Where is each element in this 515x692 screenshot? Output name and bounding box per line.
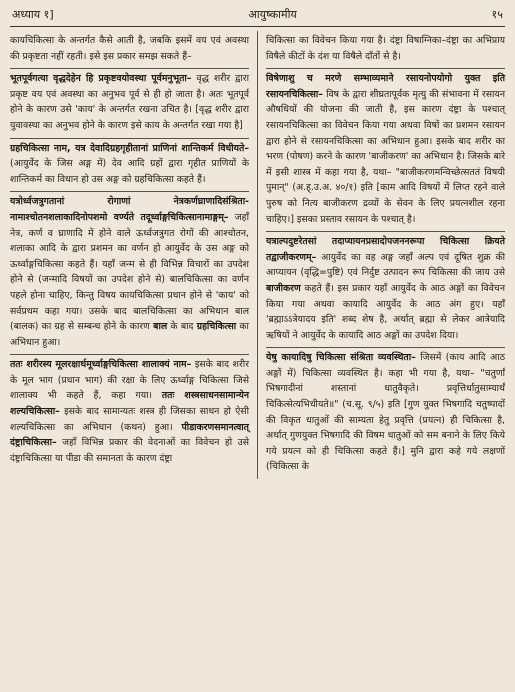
body-text: कहते हैं। इस प्रकार यहाँ आयुर्वेद के आठ अङ्गों का विवेचन किया गया अथवा कायादि आयुर्वेद के आठ अंग हुए। यहाँ 'ब्रह्माऽऽत्रेयादय इति' शब्द शेष है, अर्थात् ब्रह्मा से लेकर आत्रेयादि ऋषियों ने आयुर्वेद के कायादि आठ अङ्गों का उपदेश दिया। <box>266 282 505 341</box>
text-block <box>10 191 249 354</box>
body-text: के बाद <box>167 321 197 333</box>
paragraph <box>10 33 249 64</box>
heading-phrase: ततः शरीरस्य मूलरक्षार्थमूर्ध्वाङ्गचिकित्सा शालाक्यं नाम– <box>10 359 192 371</box>
paragraph <box>10 71 249 133</box>
right-column <box>257 31 505 479</box>
heading-phrase: भूतपूर्वगत्या वृद्धदेहेन हि प्रकृष्टवयोवस्था पूर्वमनुभूता– <box>10 73 192 85</box>
heading-phrase: ततः शस्त्रसाधनसामान्येन शल्यचिकित्सा– <box>10 390 249 418</box>
body-text: चिकित्सा का विवेचन किया गया है। दंष्ट्रा विषाग्निका–दंष्ट्रा का अभिप्राय विषैले कीटों के दंश या विषैले दाँतों से है। <box>266 35 505 62</box>
heading-phrase: यत्राल्पदुष्टरेतसां तदाप्यायनप्रसादोपजननरूपा चिकित्सा क्रियते तद्वाजीकरणम्– <box>266 236 505 263</box>
body-text: इसके बाद शरीर के मूल भाग (प्रधान भाग) की रक्षा के लिए ऊर्ध्वाङ्ग चिकित्सा जिसे शालाक्य भी कहते हैं, कहा गया। <box>10 359 249 402</box>
two-column-body <box>10 31 505 479</box>
body-text: आयुर्वेद का वह अङ्ग जहाँ अल्प एवं दूषित शुक्र की आप्यायन (वृद्धि=पुष्टि) एवं निर्दुष्ट उत्पादन रूप चिकित्सा की जाय उसे <box>266 251 505 279</box>
text-block <box>10 31 249 68</box>
header-rule <box>10 26 505 27</box>
paragraph <box>266 234 505 343</box>
running-header <box>10 6 505 22</box>
body-text: जहाँ विभिन्न प्रकार की वेदनाओं का विवेचन हो उसे दंष्ट्राचिकित्सा या पीडा की समानता के कारण दंष्ट्रा <box>10 437 249 464</box>
body-text: जिसमें (काय आदि आठ अङ्गों में) चिकित्सा व्यवस्थित है। कहा भी गया है, यथा– "चतुर्णां भिषगादीनां शस्तानां धातुवैकृते। प्रवृत्तिर्धातुसाम्यार्थं चिकित्सेत्यभिधीयते॥" (च.सू. ९/५) इति [गुण युक्त भिषगादि चतुष्पादों की विकृत धातुओं की साम्यता हेतु प्रवृत्ति (प्रयत्न) ही चिकित्सा है, अर्थात् गुणयुक्त भिषगादि की विषम धातुओं को सम बनाने के लिए किये गये प्रयत्न को ही चिकित्सा कहते हैं।] मुनि द्वारा कहे गये लक्षणों (चिकित्सा के <box>266 352 505 473</box>
body-text: वृद्ध शरीर द्वारा प्रकृष्ट वय एवं अवस्था का अनुभव पूर्व से ही हो जाता है। अतः भूतपूर्व होने के कारण उसे 'काय' के अन्तर्गत रखना उचित है। [वृद्ध शरीर द्वारा युवावस्था का अनुभव होने के कारण इसे काय के अन्तर्गत रखा गया है] <box>10 73 249 131</box>
heading-phrase: पीडाकरणसमानत्वात् दंष्ट्राचिकित्सा– <box>10 421 249 449</box>
heading-phrase: यत्रोर्ध्वजत्रुगतानां रोगाणां नेत्रकर्णघ्राणादिसंश्रिता-नामाश्चोतनशलाकादिनोपशमो वर्ण्यते तदूर्ध्वाङ्गचिकित्सानामाङ्गम्– <box>10 196 249 223</box>
text-block <box>266 231 505 347</box>
text-block <box>10 68 249 137</box>
text-block <box>266 31 505 68</box>
body-text: का अभिधान हुआ। <box>10 321 249 348</box>
heading-phrase: येषु कायादिषु चिकित्सा संश्रिता व्यवस्थिता– <box>266 352 416 364</box>
text-block <box>266 347 505 479</box>
text-block <box>10 354 249 470</box>
left-column <box>10 31 249 479</box>
heading-phrase: बाल <box>153 321 168 333</box>
paragraph <box>10 194 249 350</box>
paragraph <box>266 71 505 227</box>
heading-phrase: ग्रहचिकित्सा <box>196 321 237 333</box>
paragraph <box>266 350 505 475</box>
paragraph <box>266 33 505 64</box>
text-block <box>266 68 505 231</box>
body-text: (आयुर्वेद के जिस अङ्ग में) देव आदि ग्रहों द्वारा गृहीत प्राणियों के शान्तिकर्म का विधान हो उस अङ्ग को ग्रहचिकित्सा कहते हैं। <box>10 158 249 185</box>
heading-phrase: ग्रहचिकित्सा नाम, यत्र देवादिग्रहगृहीतानां प्राणिनां शान्तिकर्म विधीयते– <box>10 142 249 154</box>
page-number: १५ <box>491 7 503 21</box>
body-text: विष के द्वारा शीघ्रतापूर्वक मृत्यु की संभावना में रसायन औषधियों की योजना की जाती है, इस कारण दंष्ट्रा के पश्चात् रसायनचिकित्सा का विवेचन किया गया अथवा विषों का प्रशमन रसायन द्वारा होने से रसायनचिकित्सा का अभिधान हुआ। इसके बाद शरीर का भरण (पोषण) करने के कारण 'बाजीकरण' का अभिधान है। जिसके बारे में इसी शास्त्र में कहा गया है, यथा– "बाजीकरणमन्विच्छेत्सततं विषयी पुमान्" (अ.ह्.उ.अ. ४०/१) इति [काम आदि विषयों में लिप्त रहने वाले पुरुष को नित्य बाजीकरण द्रव्यों के सेवन के लिए प्रयत्नशील रहना चाहिए।] इसका प्रस्ताव रसायन के पश्चात् है। <box>266 88 505 225</box>
paragraph <box>10 141 249 188</box>
chapter-label: अध्याय १] <box>12 7 54 21</box>
body-text: जहाँ नेत्र, कर्ण व घ्राणादि में होने वाले ऊर्ध्वजत्रुगत रोगों की आश्चोतन, शलाका आदि के द्वारा प्रशमन का वर्णन हो आयुर्वेद के उस अङ्ग को ऊर्ध्वाङ्गचिकित्सा कहते हैं। यहाँ जन्म से ही विभिन्न विचारों का उपदेश होने से (जन्मादि विषयों का उपदेश होने से) बालचिकित्सा का वर्णन पहले होना चाहिए, किन्तु विषय कायचिकित्सा प्रधान होने से 'काय' को सर्वप्रथम कहा गया। उसके बाद बालचिकित्सा का अभिधान बाल (बालक) का ग्रह से सम्बन्ध होने के कारण <box>10 211 249 333</box>
heading-phrase: विषेणाशु च मरणे सम्भाव्यमाने रसायनोपयोगो युक्त इति रसायनचिकित्सा– <box>266 73 505 100</box>
text-block <box>10 138 249 192</box>
paragraph <box>10 357 249 466</box>
body-text: कायचिकित्सा के अन्तर्गत कैसे आती है, जबकि इसमें वय एवं अवस्था की प्रकृष्टता नहीं रहती। इसे इस प्रकार समझ सकते हैं– <box>10 35 249 62</box>
body-text: इसके बाद सामान्यतः शस्त्र ही जिसका साधन हो ऐसी शल्यचिकित्सा का अभिधान (कथन) हुआ। <box>10 406 249 433</box>
heading-phrase: बाजीकरण <box>266 282 301 294</box>
running-title: आयुष्कामीय <box>248 7 297 21</box>
